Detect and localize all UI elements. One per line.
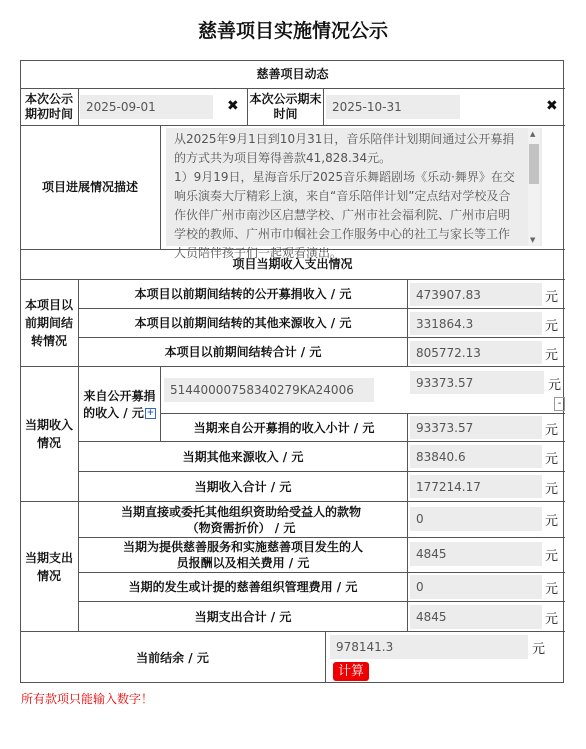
scroll-down-icon[interactable]: ▼: [530, 236, 536, 244]
unit-label: 元: [532, 642, 546, 657]
progress-scrollbar[interactable]: [528, 128, 540, 246]
unit-label: 元: [545, 452, 559, 467]
balance-input[interactable]: 978141.3: [330, 635, 528, 659]
calculate-button[interactable]: 计算: [333, 662, 369, 681]
unit-label: 元: [545, 290, 559, 305]
progress-textarea[interactable]: 从2025年9月1日到10月31日，音乐陪伴计划期间通过公开募捐的方式共为项目筹得善款41,828.34元。 1）9月19日，星海音乐厅2025音乐舞蹈剧场《乐动·舞界》在交响乐演奏大厅精彩上演，来自“音乐陪伴计划”定点结对学校及合作伙伴广州市南沙区启慧学校、广州市社会福利院、广州市启明学校的教师、广州市巾帼社会工作服务中心的社工与家长等工作人员陪伴孩子们一起观看演出。: [166, 128, 542, 246]
remove-row-icon[interactable]: -: [554, 397, 565, 411]
unit-label: 元: [545, 549, 559, 564]
unit-label: 元: [548, 378, 562, 393]
public-subtotal-input[interactable]: 93373.57: [410, 416, 542, 439]
prior-public-label: 本项目以前期间结转的公开募捐收入 / 元: [134, 287, 352, 301]
exp-admin-input[interactable]: 0: [410, 575, 542, 599]
income-total-input[interactable]: 177214.17: [410, 475, 542, 498]
section-dynamic-title: 慈善项目动态: [256, 66, 329, 81]
exp-admin-label: 当期的发生或计提的慈善组织管理费用 / 元: [128, 580, 358, 594]
prior-other-label: 本项目以前期间结转的其他来源收入 / 元: [134, 316, 352, 330]
income-group-label: 当期收入情况: [24, 418, 73, 450]
unit-label: 元: [545, 482, 559, 497]
prior-group-label: 本项目以前期间结转情况: [24, 298, 73, 348]
exp-direct-input[interactable]: 0: [410, 507, 542, 531]
clear-start-icon[interactable]: ✖: [227, 98, 239, 114]
progress-label: 项目进展情况描述: [41, 180, 138, 194]
public-amount-input[interactable]: 93373.57: [410, 371, 544, 394]
unit-label: 元: [545, 582, 559, 597]
unit-label: 元: [545, 319, 559, 334]
prior-total-label: 本项目以前期间结转合计 / 元: [164, 345, 322, 359]
period-start-label: 本次公示期初时间: [24, 92, 73, 121]
exp-staff-input[interactable]: 4845: [410, 542, 542, 566]
prior-other-input[interactable]: 331864.3: [410, 312, 542, 335]
other-income-input[interactable]: 83840.6: [410, 445, 542, 468]
clear-end-icon[interactable]: ✖: [546, 98, 558, 114]
public-subtotal-label: 当期来自公开募捐的收入小计 / 元: [193, 420, 375, 435]
unit-label: 元: [545, 612, 559, 627]
period-end-label: 本次公示期末时间: [249, 92, 322, 121]
period-end-input[interactable]: 2025-10-31: [326, 95, 460, 119]
unit-label: 元: [545, 348, 559, 363]
other-income-label: 当期其他来源收入 / 元: [182, 449, 304, 464]
prior-total-input[interactable]: 805772.13: [410, 341, 542, 364]
unit-label: 元: [545, 514, 559, 529]
footnote: 所有款项只能输入数字！: [21, 692, 154, 706]
exp-total-label: 当期支出合计 / 元: [194, 609, 292, 624]
period-start-input[interactable]: 2025-09-01: [80, 95, 213, 119]
public-source-text: 来自公开募捐的收入 / 元: [83, 388, 156, 420]
expense-group-label: 当期支出情况: [24, 550, 73, 583]
scroll-up-icon[interactable]: ▲: [530, 130, 536, 138]
income-total-label: 当期收入合计 / 元: [194, 479, 292, 494]
balance-label: 当前结余 / 元: [136, 650, 209, 665]
prior-public-input[interactable]: 473907.83: [410, 283, 542, 306]
page-title: 慈善项目实施情况公示: [197, 20, 388, 42]
public-source-label: [79, 368, 160, 441]
exp-staff-label: 当期为提供慈善服务和实施慈善项目发生的人员报酬以及相关费用 / 元: [122, 540, 363, 570]
exp-total-input[interactable]: 4845: [410, 605, 542, 629]
unit-label: 元: [545, 423, 559, 438]
add-row-icon[interactable]: +: [146, 407, 155, 418]
scroll-thumb[interactable]: [529, 144, 539, 184]
exp-direct-label: 当期直接或委托其他组织资助给受益人的款物（物资需折价） / 元: [120, 504, 361, 535]
public-code-input[interactable]: 51440000758340279KA24006: [164, 378, 374, 402]
section-finance-title: 项目当期收入支出情况: [232, 257, 353, 271]
